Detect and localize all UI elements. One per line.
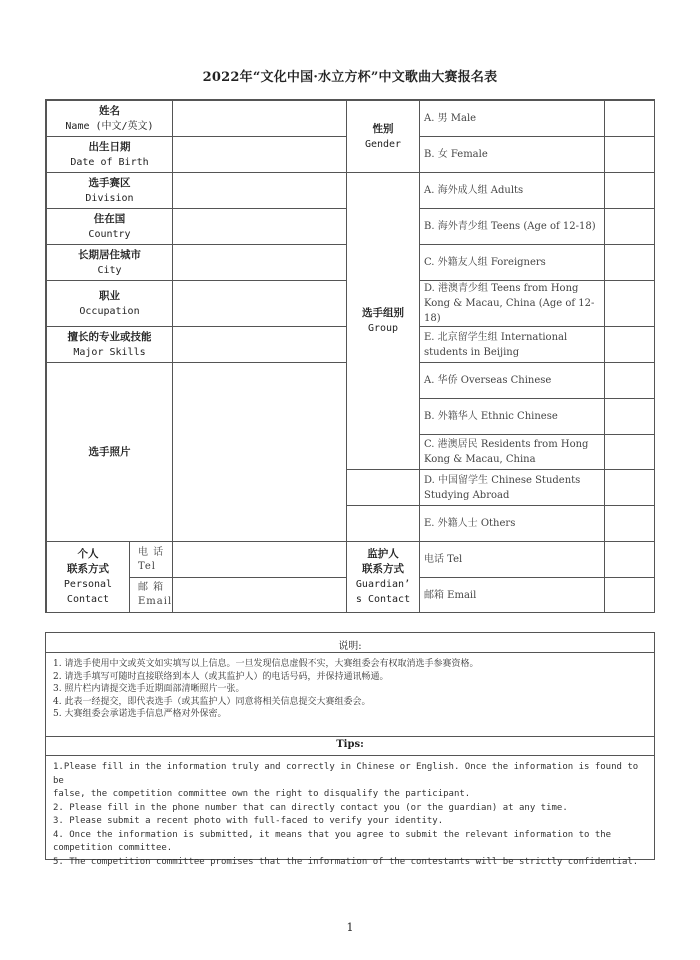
name-label: 姓名 Name (中文/英文) bbox=[46, 100, 173, 137]
list-item: 2. 请选手填写可随时直接联络到本人（或其监护人）的电话号码，并保持通讯畅通。 bbox=[53, 671, 389, 682]
list-item: 5. 大赛组委会承诺选手信息严格对外保密。 bbox=[53, 709, 227, 719]
group-checkbox[interactable] bbox=[604, 326, 655, 363]
group-option: C. 港澳居民 Residents from Hong Kong & Macau, China bbox=[419, 434, 605, 470]
notes-box bbox=[45, 632, 655, 867]
group-checkbox[interactable] bbox=[604, 362, 655, 399]
group-checkbox[interactable] bbox=[604, 280, 655, 327]
guardian-contact-label: 监护人 联系方式 Guardian’ s Contact bbox=[346, 541, 420, 613]
list-item: false, the competition committee own the right to disqualify the participant. bbox=[53, 789, 471, 799]
list-item: 3. 照片栏内请提交选手近期面部清晰照片一张。 bbox=[53, 684, 245, 694]
list-item: 4. Once the information is submitted, it means that you agree to submit the relevant information to the bbox=[53, 829, 612, 840]
skills-label: 擅长的专业或技能 Major Skills bbox=[46, 326, 173, 363]
group-checkbox[interactable] bbox=[604, 244, 655, 281]
skills-field[interactable] bbox=[172, 326, 347, 363]
registration-form bbox=[45, 99, 655, 613]
group-option: D. 港澳青少组 Teens from Hong Kong & Macau, China (Age of 12-18) bbox=[419, 280, 605, 327]
country-field[interactable] bbox=[172, 208, 347, 245]
guardian-tel-label: 电话 Tel bbox=[419, 541, 605, 578]
name-field[interactable] bbox=[172, 100, 347, 137]
group-label-extension bbox=[346, 469, 420, 506]
photo-label: 选手照片 bbox=[46, 362, 173, 542]
occupation-field[interactable] bbox=[172, 280, 347, 327]
guardian-tel-field[interactable] bbox=[604, 541, 655, 578]
list-item: 5. The competition committee promises that the information of the contestants will be strictly confidential. bbox=[53, 856, 639, 867]
city-field[interactable] bbox=[172, 244, 347, 281]
group-option: A. 海外成人组 Adults bbox=[419, 172, 605, 209]
dob-field[interactable] bbox=[172, 136, 347, 173]
guardian-email-label: 邮箱 Email bbox=[419, 577, 605, 613]
personal-tel-label: 电 话 Tel bbox=[129, 541, 173, 578]
group-label-extension bbox=[346, 505, 420, 542]
form-title: 2022年“文化中国·水立方杯”中文歌曲大赛报名表 bbox=[202, 70, 498, 85]
notes-list bbox=[53, 658, 649, 721]
gender-male-checkbox[interactable] bbox=[604, 100, 655, 137]
tips-list bbox=[53, 761, 649, 869]
group-checkbox[interactable] bbox=[604, 172, 655, 209]
group-option: E. 外籍人士 Others bbox=[419, 505, 605, 542]
group-option: E. 北京留学生组 International students in Beijing bbox=[419, 326, 605, 363]
personal-email-label: 邮 箱 Email bbox=[129, 577, 173, 613]
group-checkbox[interactable] bbox=[604, 505, 655, 542]
city-label: 长期居住城市 City bbox=[46, 244, 173, 281]
personal-email-field[interactable] bbox=[172, 577, 347, 613]
personal-contact-label: 个人 联系方式 Personal Contact bbox=[46, 541, 130, 613]
group-label: 选手组别 Group bbox=[346, 172, 420, 470]
personal-tel-field[interactable] bbox=[172, 541, 347, 578]
group-checkbox[interactable] bbox=[604, 398, 655, 435]
dob-label: 出生日期 Date of Birth bbox=[46, 136, 173, 173]
group-option: B. 海外青少组 Teens (Age of 12-18) bbox=[419, 208, 605, 245]
group-option: A. 华侨 Overseas Chinese bbox=[419, 362, 605, 399]
notes-header: 说明: bbox=[338, 641, 362, 652]
division-label: 选手赛区 Division bbox=[46, 172, 173, 209]
photo-field[interactable] bbox=[172, 362, 347, 542]
guardian-email-field[interactable] bbox=[604, 577, 655, 613]
tips-header: Tips: bbox=[336, 739, 364, 750]
occupation-label: 职业 Occupation bbox=[46, 280, 173, 327]
tips-divider bbox=[46, 755, 654, 756]
gender-option-female: B. 女 Female bbox=[419, 136, 605, 173]
group-option: B. 外籍华人 Ethnic Chinese bbox=[419, 398, 605, 435]
group-checkbox[interactable] bbox=[604, 469, 655, 506]
group-option: D. 中国留学生 Chinese Students Studying Abroad bbox=[419, 469, 605, 506]
gender-option-male: A. 男 Male bbox=[419, 100, 605, 137]
list-item: competition committee. bbox=[53, 843, 173, 853]
list-item: 2. Please fill in the phone number that can directly contact you (or the guardian) at any time. bbox=[53, 802, 568, 813]
country-label: 住在国 Country bbox=[46, 208, 173, 245]
list-item: 1. 请选手使用中文或英文如实填写以上信息。一旦发现信息虚假不实，大赛组委会有权取消选手参赛资格。 bbox=[53, 659, 479, 669]
page-number: 1 bbox=[346, 921, 354, 934]
list-item: 3. Please submit a recent photo with full-faced to verify your identity. bbox=[53, 816, 444, 826]
list-item: 4. 此表一经提交，即代表选手（或其监护人）同意将相关信息提交大赛组委会。 bbox=[53, 696, 371, 707]
group-checkbox[interactable] bbox=[604, 208, 655, 245]
group-option: C. 外籍友人组 Foreigners bbox=[419, 244, 605, 281]
gender-label: 性别 Gender bbox=[346, 100, 420, 173]
notes-divider bbox=[46, 652, 654, 653]
group-checkbox[interactable] bbox=[604, 434, 655, 470]
division-field[interactable] bbox=[172, 172, 347, 209]
list-item: 1.Please fill in the information truly and correctly in Chinese or English. Once the information is found to be bbox=[53, 762, 639, 786]
gender-female-checkbox[interactable] bbox=[604, 136, 655, 173]
tips-divider-top bbox=[46, 736, 654, 737]
